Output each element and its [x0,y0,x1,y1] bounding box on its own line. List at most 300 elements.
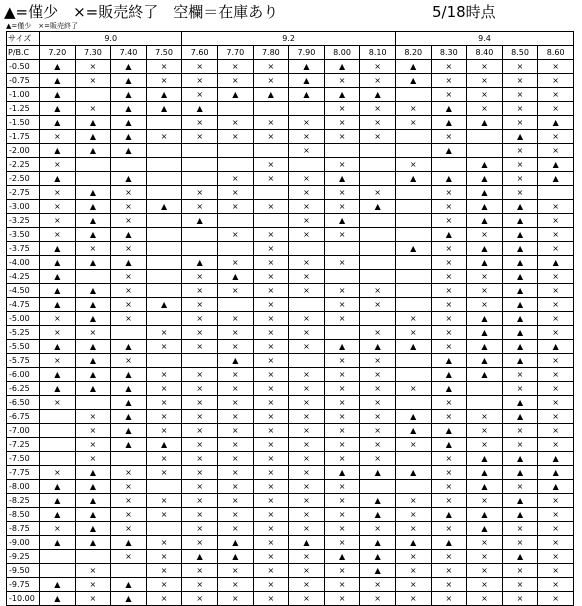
stock-cell: × [289,382,325,396]
stock-cell: × [431,466,467,480]
stock-cell: ▲ [538,480,574,494]
stock-cell: × [217,522,253,536]
stock-cell: × [253,438,289,452]
stock-cell: × [538,508,574,522]
stock-cell: × [395,312,431,326]
stock-cell: × [217,228,253,242]
row-label: -5.25 [7,326,40,340]
stock-cell: ▲ [431,228,467,242]
stock-cell: × [324,452,360,466]
stock-cell: ▲ [538,158,574,172]
stock-cell: ▲ [40,340,76,354]
stock-cell: × [538,270,574,284]
stock-cell: × [324,522,360,536]
stock-cell: ▲ [253,88,289,102]
stock-cell [217,242,253,256]
table-row [7,242,574,256]
stock-cell: × [40,326,76,340]
stock-cell: × [502,144,538,158]
stock-cell: × [431,200,467,214]
stock-cell: × [111,270,147,284]
stock-cell [395,256,431,270]
stock-cell: × [182,200,218,214]
stock-cell: ▲ [182,214,218,228]
row-label: -7.75 [7,466,40,480]
stock-cell: ▲ [40,116,76,130]
stock-cell: ▲ [75,522,111,536]
stock-cell: × [467,536,503,550]
stock-cell: ▲ [360,200,396,214]
stock-cell: ▲ [467,116,503,130]
stock-cell: × [324,410,360,424]
stock-cell [467,396,503,410]
stock-cell: ▲ [40,368,76,382]
stock-cell: × [40,158,76,172]
stock-cell: ▲ [360,564,396,578]
stock-cell: ▲ [40,298,76,312]
header [4,2,578,22]
stock-cell: ▲ [75,298,111,312]
column-header: 7.60 [182,46,218,60]
stock-cell: ▲ [502,340,538,354]
table-row [7,536,574,550]
table-row [7,550,574,564]
stock-cell [217,298,253,312]
stock-cell [395,200,431,214]
stock-cell: × [395,522,431,536]
stock-cell: × [360,102,396,116]
row-label: -3.00 [7,200,40,214]
stock-cell: × [111,494,147,508]
stock-cell: × [502,424,538,438]
stock-cell: ▲ [395,60,431,74]
stock-cell: ▲ [502,452,538,466]
stock-cell: × [253,536,289,550]
stock-cell [146,270,182,284]
stock-cell: × [217,452,253,466]
stock-cell: ▲ [111,144,147,158]
stock-cell: ▲ [289,88,325,102]
stock-cell: ▲ [360,466,396,480]
column-header: 7.50 [146,46,182,60]
stock-cell: × [395,564,431,578]
stock-cell: ▲ [395,410,431,424]
stock-cell: × [182,368,218,382]
stock-cell: × [253,298,289,312]
stock-cell: × [146,410,182,424]
stock-cell: ▲ [467,214,503,228]
stock-cell: × [289,340,325,354]
stock-cell: × [111,242,147,256]
table-row [7,312,574,326]
stock-cell: × [182,284,218,298]
stock-cell: × [538,368,574,382]
stock-cell: ▲ [538,452,574,466]
stock-cell: ▲ [502,200,538,214]
stock-cell: × [360,592,396,606]
stock-cell: ▲ [111,74,147,88]
stock-cell: × [395,494,431,508]
stock-cell: ▲ [502,256,538,270]
stock-cell: × [217,578,253,592]
table-row [7,340,574,354]
stock-cell: × [146,536,182,550]
stock-cell: ▲ [502,550,538,564]
stock-cell: × [289,480,325,494]
stock-cell: × [467,284,503,298]
stock-cell: × [324,228,360,242]
stock-cell: ▲ [75,340,111,354]
stock-cell: ▲ [111,592,147,606]
table-row [7,326,574,340]
stock-cell [431,158,467,172]
stock-cell: ▲ [75,536,111,550]
stock-cell: ▲ [360,508,396,522]
column-header: 8.20 [395,46,431,60]
stock-cell: × [431,578,467,592]
stock-cell: × [324,116,360,130]
stock-cell: ▲ [217,354,253,368]
stock-cell: × [538,536,574,550]
column-header: 7.80 [253,46,289,60]
stock-cell [360,312,396,326]
stock-cell: × [360,116,396,130]
stock-cell [182,172,218,186]
stock-cell: × [431,564,467,578]
stock-cell: ▲ [146,102,182,116]
stock-cell: × [182,326,218,340]
row-label: -9.50 [7,564,40,578]
stock-cell: ▲ [431,536,467,550]
stock-cell: ▲ [360,340,396,354]
stock-cell [324,326,360,340]
stock-cell: ▲ [467,242,503,256]
stock-cell: ▲ [111,396,147,410]
stock-cell: × [538,550,574,564]
stock-cell: × [217,312,253,326]
stock-cell: ▲ [75,228,111,242]
table-row [7,410,574,424]
stock-cell: × [182,466,218,480]
stock-cell: × [431,410,467,424]
stock-cell: ▲ [538,340,574,354]
stock-cell: ▲ [502,396,538,410]
stock-cell: × [217,74,253,88]
stock-cell: × [538,592,574,606]
stock-cell: × [431,60,467,74]
stock-cell: ▲ [324,550,360,564]
stock-cell [146,186,182,200]
stock-cell: × [289,116,325,130]
group-header: 9.0 [40,32,182,46]
stock-cell: ▲ [467,326,503,340]
stock-cell: × [182,494,218,508]
stock-cell [395,354,431,368]
stock-cell: × [253,116,289,130]
stock-cell: × [467,102,503,116]
stock-cell: ▲ [111,256,147,270]
stock-cell: × [395,578,431,592]
stock-cell: ▲ [40,284,76,298]
table-row [7,382,574,396]
stock-cell: × [75,438,111,452]
stock-cell: ▲ [75,382,111,396]
stock-cell [75,270,111,284]
stock-cell [360,242,396,256]
stock-cell: × [253,312,289,326]
table-row [7,116,574,130]
stock-cell: ▲ [467,452,503,466]
table-row [7,88,574,102]
stock-cell: ▲ [146,298,182,312]
row-label: -3.75 [7,242,40,256]
stock-cell: ▲ [40,144,76,158]
stock-cell: × [538,200,574,214]
stock-cell: ▲ [538,256,574,270]
row-label: -8.75 [7,522,40,536]
stock-cell: ▲ [289,60,325,74]
stock-cell: × [182,522,218,536]
stock-cell: ▲ [146,438,182,452]
stock-cell: × [502,438,538,452]
stock-cell: × [467,564,503,578]
stock-cell: × [324,130,360,144]
stock-cell: ▲ [111,88,147,102]
stock-cell [360,270,396,284]
stock-cell: × [40,228,76,242]
stock-cell: × [431,396,467,410]
stock-cell: × [324,396,360,410]
table-row [7,214,574,228]
row-label: -4.25 [7,270,40,284]
stock-cell: × [360,396,396,410]
stock-cell: × [502,116,538,130]
column-header: 7.30 [75,46,111,60]
stock-cell: × [538,410,574,424]
date-stamp: 5/18時点 [432,3,496,21]
stock-cell: ▲ [467,186,503,200]
stock-cell: ▲ [395,466,431,480]
stock-cell: × [324,508,360,522]
row-label: -6.25 [7,382,40,396]
stock-cell: × [289,522,325,536]
stock-cell [467,144,503,158]
stock-cell: × [40,466,76,480]
stock-cell: × [289,550,325,564]
stock-cell [217,102,253,116]
stock-cell [40,452,76,466]
column-header: 8.30 [431,46,467,60]
stock-cell [146,158,182,172]
stock-cell: × [324,382,360,396]
stock-cell: × [324,494,360,508]
stock-cell [395,452,431,466]
stock-cell: × [502,60,538,74]
stock-cell: × [146,382,182,396]
stock-cell: × [431,340,467,354]
stock-cell: × [146,396,182,410]
stock-cell: × [360,424,396,438]
stock-cell: ▲ [431,438,467,452]
stock-cell: ▲ [538,466,574,480]
stock-cell [111,326,147,340]
stock-cell: × [289,186,325,200]
table-row [7,74,574,88]
stock-cell: ▲ [431,382,467,396]
stock-cell: × [40,354,76,368]
stock-cell: × [324,480,360,494]
row-label: -1.50 [7,116,40,130]
table-row [7,256,574,270]
stock-cell: × [360,60,396,74]
stock-cell [395,214,431,228]
stock-cell: ▲ [75,130,111,144]
stock-cell [395,228,431,242]
stock-cell: × [182,564,218,578]
stock-cell: ▲ [289,536,325,550]
stock-cell: ▲ [75,116,111,130]
row-label: -0.75 [7,74,40,88]
stock-cell [182,354,218,368]
stock-cell: ▲ [75,256,111,270]
stock-cell: × [253,130,289,144]
stock-cell [182,228,218,242]
stock-cell: × [431,186,467,200]
stock-cell: × [217,396,253,410]
stock-cell: × [324,256,360,270]
stock-cell: × [217,382,253,396]
stock-cell: ▲ [111,536,147,550]
stock-cell: × [217,438,253,452]
stock-cell [146,144,182,158]
stock-cell: × [253,242,289,256]
stock-cell [467,382,503,396]
stock-cell: × [502,522,538,536]
stock-cell: × [289,494,325,508]
stock-cell: × [502,74,538,88]
table-row [7,368,574,382]
stock-cell [75,88,111,102]
stock-cell: ▲ [40,494,76,508]
stock-cell: × [395,438,431,452]
stock-cell: × [182,74,218,88]
stock-cell: × [253,368,289,382]
row-label: -0.50 [7,60,40,74]
stock-cell: × [538,382,574,396]
table-row [7,130,574,144]
stock-table [6,31,574,606]
row-label: -6.75 [7,410,40,424]
stock-cell: × [360,438,396,452]
stock-cell: × [360,326,396,340]
stock-cell: × [538,102,574,116]
stock-cell: × [431,130,467,144]
stock-cell: ▲ [502,228,538,242]
stock-cell: × [538,228,574,242]
stock-cell: ▲ [467,480,503,494]
stock-cell [289,102,325,116]
stock-cell: ▲ [467,522,503,536]
stock-cell: ▲ [40,88,76,102]
stock-cell: × [253,382,289,396]
stock-cell: × [395,116,431,130]
stock-cell: ▲ [360,494,396,508]
stock-cell: × [217,424,253,438]
stock-cell: × [289,410,325,424]
stock-cell: × [289,452,325,466]
stock-cell: × [395,508,431,522]
table-row [7,592,574,606]
stock-cell: × [431,256,467,270]
stock-cell: × [146,564,182,578]
stock-cell: × [182,396,218,410]
stock-cell: ▲ [111,116,147,130]
stock-cell: × [289,466,325,480]
stock-cell: × [40,130,76,144]
stock-cell: × [360,410,396,424]
table-row [7,298,574,312]
stock-cell: × [324,536,360,550]
stock-cell: × [217,60,253,74]
stock-cell: ▲ [75,200,111,214]
row-label: -9.25 [7,550,40,564]
stock-cell: × [182,410,218,424]
size-corner-label: サイズ [7,32,40,46]
stock-cell: × [431,284,467,298]
stock-cell: × [360,298,396,312]
stock-cell: ▲ [40,536,76,550]
stock-cell: × [289,256,325,270]
stock-cell: × [75,410,111,424]
stock-cell: ▲ [395,172,431,186]
stock-cell: × [40,312,76,326]
table-row [7,102,574,116]
stock-cell: × [182,270,218,284]
row-label: -3.50 [7,228,40,242]
stock-cell: × [289,564,325,578]
stock-cell [146,172,182,186]
row-label: -2.00 [7,144,40,158]
stock-cell: × [111,508,147,522]
stock-cell: × [111,522,147,536]
stock-cell: × [431,326,467,340]
stock-cell [360,158,396,172]
table-row [7,228,574,242]
stock-cell: × [253,396,289,410]
stock-cell: × [253,354,289,368]
stock-cell: × [289,396,325,410]
stock-cell [182,144,218,158]
stock-cell: × [324,578,360,592]
stock-cell: ▲ [431,354,467,368]
stock-cell: × [253,592,289,606]
stock-cell: × [253,158,289,172]
column-header-row [7,46,574,60]
row-label: -1.00 [7,88,40,102]
stock-cell: × [324,354,360,368]
stock-cell: ▲ [324,466,360,480]
stock-cell [146,312,182,326]
row-label: -7.25 [7,438,40,452]
stock-cell: × [502,186,538,200]
stock-cell: × [146,578,182,592]
stock-cell: ▲ [395,424,431,438]
row-label: -8.25 [7,494,40,508]
stock-cell: ▲ [324,60,360,74]
stock-cell: × [324,368,360,382]
stock-cell: × [467,550,503,564]
stock-cell: × [467,228,503,242]
